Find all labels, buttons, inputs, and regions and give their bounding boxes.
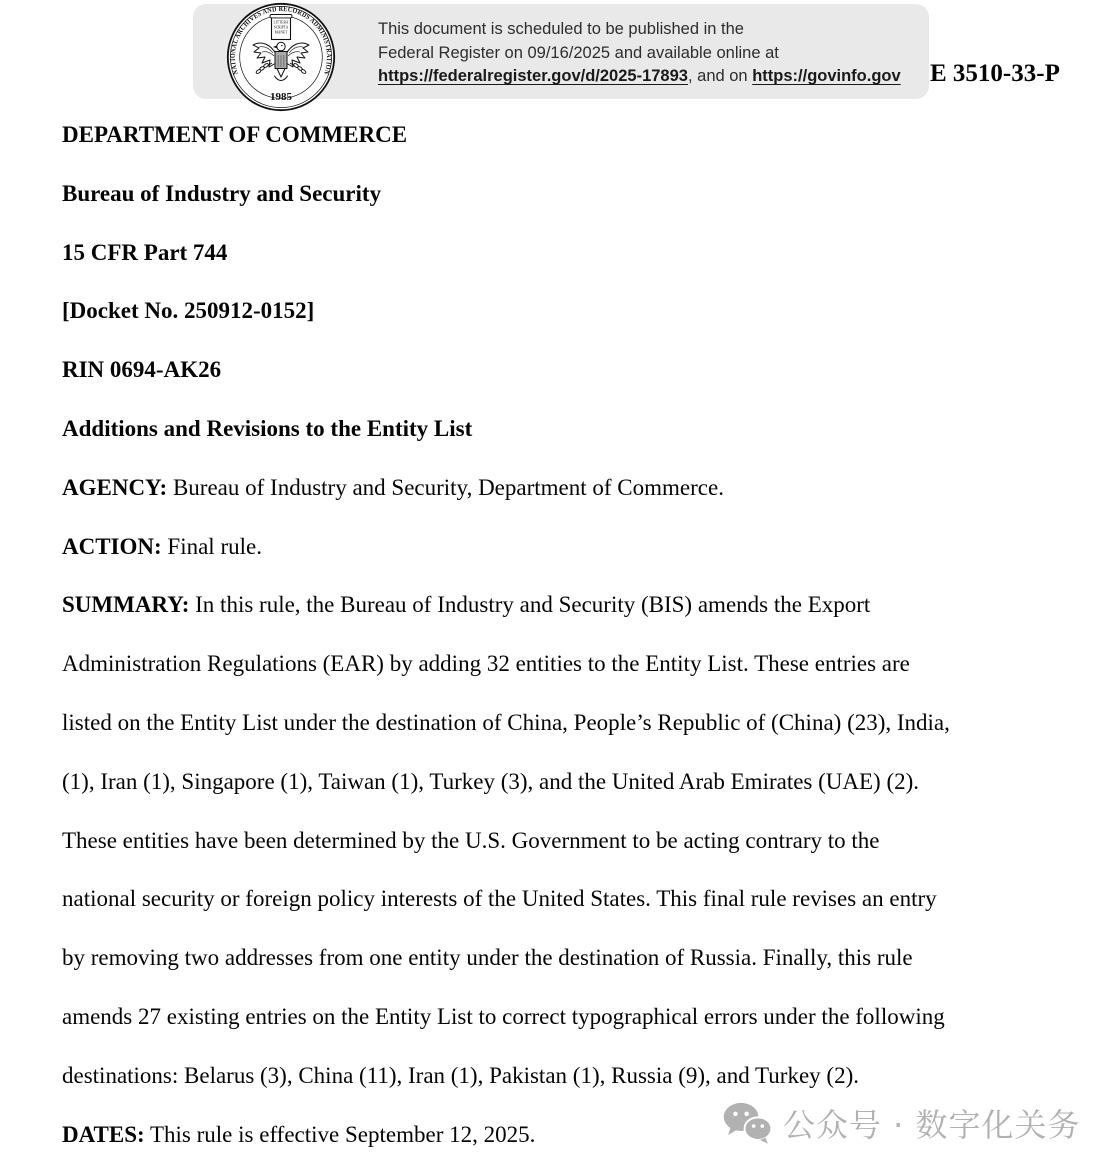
document-line: [62, 694, 1082, 753]
document-line: [62, 341, 1082, 400]
document-line: [62, 224, 1082, 283]
line-bold-label: DATES:: [62, 1121, 145, 1147]
line-bold-label: Additions and Revisions to the Entity List: [62, 415, 473, 441]
line-text: listed on the Entity List under the destination of China, People’s Republic of (China) (23), India,: [62, 709, 950, 735]
svg-text:LITTERA: LITTERA: [273, 20, 289, 25]
nara-seal: [225, 1, 337, 113]
notice-line-1: This document is scheduled to be published in the: [378, 20, 744, 38]
document-line: [62, 400, 1082, 459]
watermark-text: 公众号 · 数字化关务: [783, 1106, 1081, 1144]
line-bold-label: DEPARTMENT OF COMMERCE: [62, 122, 408, 147]
document-line: [62, 988, 1082, 1047]
document-line: [62, 753, 1082, 812]
billing-code: E 3510-33-P: [930, 60, 1060, 87]
publication-notice: [378, 18, 901, 89]
line-text: This rule is effective September 12, 2025.: [144, 1121, 536, 1147]
line-bold-label: ACTION:: [62, 533, 162, 559]
document-line: [62, 106, 1082, 165]
document-line: [62, 518, 1082, 577]
seal-ring-text: NATIONAL ARCHIVES AND RECORDS ADMINISTRATION: [227, 3, 335, 77]
seal-year: 1985: [270, 91, 292, 103]
notice-separator: , and on: [687, 67, 753, 86]
line-text: by removing two addresses from one entity under the destination of Russia. Finally, this rule: [62, 945, 913, 971]
federalregister-link[interactable]: https://federalregister.gov/d/2025-17893: [378, 67, 688, 86]
document-body: [62, 106, 1082, 1164]
line-text: Bureau of Industry and Security, Department of Commerce.: [167, 474, 724, 500]
document-line: [62, 929, 1082, 988]
line-text: national security or foreign policy interests of the United States. This final rule revises an entry: [62, 886, 937, 912]
document-line: [62, 870, 1082, 929]
line-bold-label: Bureau of Industry and Security: [62, 180, 382, 206]
line-bold-label: SUMMARY:: [62, 592, 190, 618]
document-line: [62, 459, 1082, 518]
line-text: Administration Regulations (EAR) by adding 32 entities to the Entity List. These entries are: [62, 651, 910, 677]
line-text: In this rule, the Bureau of Industry and Security (BIS) amends the Export: [189, 592, 871, 618]
line-text: destinations: Belarus (3), China (11), Iran (1), Pakistan (1), Russia (9), and Turkey (2).: [62, 1062, 859, 1088]
line-text: These entities have been determined by the U.S. Government to be acting contrary to the: [62, 827, 880, 853]
document-line: [62, 282, 1082, 341]
wechat-icon: [722, 1101, 774, 1145]
document-line: [62, 576, 1082, 635]
line-text: Final rule.: [161, 533, 262, 559]
document-line: [62, 812, 1082, 871]
notice-line-3: [378, 65, 901, 89]
line-text: (1), Iran (1), Singapore (1), Taiwan (1), Turkey (3), and the United Arab Emirates (UAE) (2).: [62, 768, 920, 794]
notice-line-2: Federal Register on 09/16/2025 and available online at: [378, 43, 779, 62]
line-text: amends 27 existing entries on the Entity List to correct typographical errors under the following: [62, 1003, 945, 1029]
line-bold-label: RIN 0694-AK26: [62, 357, 222, 383]
document-line: [62, 635, 1082, 694]
govinfo-link[interactable]: https://govinfo.gov: [752, 67, 901, 86]
document-line: [62, 1047, 1082, 1106]
line-bold-label: [Docket No. 250912-0152]: [62, 298, 315, 324]
line-bold-label: 15 CFR Part 744: [62, 239, 228, 265]
scroll-icon: [270, 15, 292, 40]
line-bold-label: AGENCY:: [62, 474, 168, 500]
svg-text:SCRIPTA: SCRIPTA: [273, 25, 289, 30]
svg-text:MANET: MANET: [274, 30, 288, 35]
document-line: [62, 165, 1082, 224]
watermark: [722, 1100, 1081, 1146]
